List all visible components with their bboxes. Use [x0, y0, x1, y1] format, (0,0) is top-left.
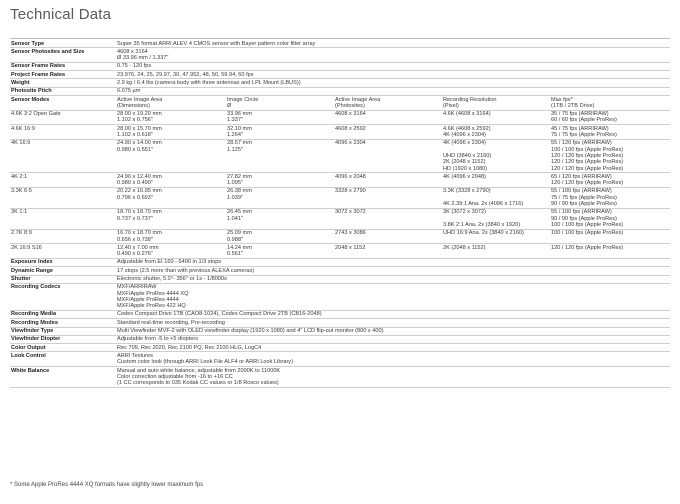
spec-value-line: 4608 x 3164 — [117, 48, 148, 55]
resolution-line: HD (1920 x 1080) — [443, 165, 488, 172]
spec-value-line: 2.9 kg / 6.4 lbs (camera body with three antennas and LPL Mount (LBUS)) — [117, 79, 301, 86]
sensor-mode-name: 2K 16:9 S16 — [10, 244, 116, 259]
dimension-line: 0.796 x 0.693" — [117, 194, 153, 201]
max-fps — [550, 208, 670, 229]
spec-label: Viewfinder Diopter — [10, 335, 116, 343]
column-header-sub: (Pixel) — [443, 102, 459, 109]
circle-line: 1.264" — [227, 132, 243, 139]
sensor-modes-label: Sensor Modes — [10, 96, 116, 111]
sensor-mode-name: 2.7K 8:9 — [10, 229, 116, 244]
sensor-mode-row — [10, 125, 670, 140]
spec-row — [10, 275, 670, 283]
spec-row — [10, 327, 670, 335]
max-fps — [550, 173, 670, 188]
fps-line: 45 / 75 fps (ARRIRAW) — [551, 125, 609, 132]
spec-value-line: Ø 33.96 mm / 1.337" — [117, 55, 169, 62]
spec-row — [10, 283, 670, 310]
circle-line: 1.337" — [227, 117, 243, 124]
spec-row — [10, 267, 670, 275]
spec-value-line: MXF/Apple ProRes 4444 XQ — [117, 290, 189, 297]
image-area-photosites: 3328 x 2790 — [334, 187, 442, 208]
image-area-photosites: 3072 x 3072 — [334, 208, 442, 229]
dimension-line: 0.656 x 0.738" — [117, 236, 153, 243]
circle-line: 25.09 mm — [227, 230, 252, 237]
fps-line: 120 / 120 fps (Apple ProRes) — [551, 152, 624, 159]
image-area-photosites: 2743 x 3086 — [334, 229, 442, 244]
max-fps — [550, 139, 670, 172]
image-area-photosites: 4096 x 2304 — [334, 139, 442, 172]
resolution-line: 4K 2.39:1 Ana. 2x (4096 x 1716) — [443, 201, 524, 208]
sensor-mode-row — [10, 139, 670, 172]
fps-line: 60 / 60 fps (Apple ProRes) — [551, 117, 617, 124]
spec-label: Color Output — [10, 344, 116, 352]
resolution-line: UHD (3840 x 2160) — [443, 152, 492, 159]
circle-line: 27.82 mm — [227, 173, 252, 180]
resolution-line: 3.8K 2:1 Ana. 2x (3840 x 1920) — [443, 221, 521, 228]
column-header-sub: (1TB / 2TB Drive) — [551, 102, 595, 109]
spec-label: Look Control — [10, 352, 116, 367]
spec-row — [10, 87, 670, 95]
dimension-line: 28.00 x 15.70 mm — [117, 125, 162, 132]
spec-value — [116, 71, 670, 79]
image-area-dimensions — [116, 187, 226, 208]
image-circle — [226, 110, 334, 125]
spec-value — [116, 87, 670, 95]
sensor-mode-name: 3.3K 6:5 — [10, 187, 116, 208]
recording-resolution — [442, 173, 550, 188]
image-area-dimensions — [116, 229, 226, 244]
fps-line: 75 / 75 fps (Apple ProRes) — [551, 194, 617, 201]
fps-line: 55 / 120 fps (ARRIRAW) — [551, 140, 612, 147]
circle-line: 1.041" — [227, 215, 243, 222]
spec-label: Sensor Type — [10, 40, 116, 48]
spec-value — [116, 319, 670, 327]
sensor-mode-row — [10, 173, 670, 188]
spec-row — [10, 344, 670, 352]
spec-value — [116, 62, 670, 70]
spec-label: Photosite Pitch — [10, 87, 116, 95]
spec-value-line: MXF/ARRIRAW — [117, 284, 157, 291]
max-fps — [550, 229, 670, 244]
recording-resolution — [442, 125, 550, 140]
column-header-title: Active Image Area — [117, 96, 163, 103]
sensor-mode-row — [10, 208, 670, 229]
spec-row — [10, 367, 670, 388]
spec-value — [116, 48, 670, 63]
resolution-line: 3.3K (3328 x 2790) — [443, 188, 491, 195]
spec-value — [116, 310, 670, 318]
spec-value — [116, 258, 670, 266]
fps-line: 65 / 120 fps (ARRIRAW) — [551, 173, 612, 180]
circle-line: 0.561" — [227, 251, 243, 258]
image-area-photosites: 4608 x 2592 — [334, 125, 442, 140]
recording-resolution — [442, 208, 550, 229]
spec-value-line: Codex Compact Drive 1TB (CAO8-1024), Codex Compact Drive 2TB (CB16-2048) — [117, 311, 322, 318]
circle-line: 26.45 mm — [227, 209, 252, 216]
spec-value-line: Adjustable from EI 160 - 6400 in 1/3 stops — [117, 259, 222, 266]
fps-line: 100 / 100 fps (Apple ProRes) — [551, 230, 624, 237]
spec-value-line: Adjustable from -5 to +5 diopters — [117, 336, 198, 343]
dimension-line: 1.102 x 0.756" — [117, 117, 153, 124]
resolution-line: 2K (2048 x 1152) — [443, 244, 486, 251]
spec-value — [116, 344, 670, 352]
resolution-line: 4.6K (4608 x 2592) — [443, 125, 491, 132]
sensor-mode-row — [10, 110, 670, 125]
recording-resolution — [442, 139, 550, 172]
sensor-mode-name: 4.6K 16:9 — [10, 125, 116, 140]
dimension-line: 1.102 x 0.618" — [117, 132, 153, 139]
circle-line: 28.57 mm — [227, 140, 252, 147]
spec-value — [116, 79, 670, 87]
dimension-line: 12.40 x 7.00 mm — [117, 244, 159, 251]
column-header — [550, 96, 670, 111]
spec-value-line: MXF/Apple ProRes 422 HQ — [117, 303, 186, 310]
dimension-line: 28.00 x 19.20 mm — [117, 111, 162, 118]
spec-label: Weight — [10, 79, 116, 87]
image-area-dimensions — [116, 173, 226, 188]
spec-value-line: Super 35 format ARRI ALEV 4 CMOS sensor with Bayer pattern color filter array — [117, 40, 316, 47]
circle-line: 1.125" — [227, 146, 243, 153]
fps-line: 100 / 100 fps (Apple ProRes) — [551, 221, 624, 228]
column-header-sub: Ø — [227, 102, 232, 109]
spec-value-line: 0.75 - 120 fps — [117, 63, 152, 70]
spec-value — [116, 335, 670, 343]
column-header — [442, 96, 550, 111]
dimension-line: 0.980 x 0.490" — [117, 180, 153, 187]
image-area-dimensions — [116, 125, 226, 140]
column-header-title: Recording Resolution — [443, 96, 497, 103]
spec-value-line: Standard real-time recording, Pre-recording — [117, 319, 225, 326]
recording-resolution — [442, 110, 550, 125]
circle-line: 0.988" — [227, 236, 243, 243]
dimension-line: 18.70 x 18.70 mm — [117, 209, 162, 216]
spec-row — [10, 40, 670, 48]
circle-line: 1.095" — [227, 180, 243, 187]
sensor-mode-name: 3K 1:1 — [10, 208, 116, 229]
spec-row — [10, 335, 670, 343]
spec-row — [10, 48, 670, 63]
dimension-line: 24.90 x 14.00 mm — [117, 140, 162, 147]
column-header-title: Active Image Area — [335, 96, 381, 103]
spec-label: Project Frame Rates — [10, 71, 116, 79]
spec-value — [116, 327, 670, 335]
spec-value — [116, 275, 670, 283]
image-area-dimensions — [116, 244, 226, 259]
spec-value-line: Color correction adjustable from -16 to +16 CC — [117, 373, 233, 380]
spec-label: White Balance — [10, 367, 116, 388]
resolution-line: 2K (2048 x 1152) — [443, 159, 486, 166]
fps-line: 120 / 120 fps (Apple ProRes) — [551, 244, 624, 251]
spec-row — [10, 71, 670, 79]
spec-label: Sensor Frame Rates — [10, 62, 116, 70]
fps-line: 55 / 100 fps (ARRIRAW) — [551, 188, 612, 195]
dimension-line: 24.90 x 12.40 mm — [117, 173, 162, 180]
spec-label: Recording Media — [10, 310, 116, 318]
fps-line: 120 / 120 fps (Apple ProRes) — [551, 159, 624, 166]
sensor-mode-name: 4.6K 3:2 Open Gate — [10, 110, 116, 125]
spec-value-line: ARRI Textures — [117, 352, 153, 359]
image-circle — [226, 229, 334, 244]
sensor-mode-row — [10, 187, 670, 208]
image-area-photosites: 4096 x 2048 — [334, 173, 442, 188]
spec-value-line: (1 CC corresponds to 035 Kodak CC values or 1/8 Rosco values) — [117, 380, 279, 387]
spec-row — [10, 79, 670, 87]
fps-line: 35 / 75 fps (ARRIRAW) — [551, 111, 609, 118]
dimension-line: 0.980 x 0.551" — [117, 146, 153, 153]
max-fps — [550, 244, 670, 259]
spec-value-line: Multi Viewfinder MVF-2 with OLED viewfinder display (1920 x 1080) and 4" LCD flip-out monitor (800 x 400) — [117, 328, 384, 335]
dimension-line: 20.22 x 16.95 mm — [117, 188, 162, 195]
resolution-line: 4K (4096 x 2304) — [443, 132, 486, 139]
spec-label: Sensor Photosites and Size — [10, 48, 116, 63]
image-circle — [226, 244, 334, 259]
image-area-photosites: 4608 x 3164 — [334, 110, 442, 125]
sensor-mode-name: 4K 16:9 — [10, 139, 116, 172]
circle-line: 1.039" — [227, 194, 243, 201]
image-circle — [226, 173, 334, 188]
max-fps — [550, 187, 670, 208]
column-header — [116, 96, 226, 111]
spec-row — [10, 319, 670, 327]
fps-line: 55 / 100 fps (ARRIRAW) — [551, 209, 612, 216]
spec-row — [10, 352, 670, 367]
column-header — [334, 96, 442, 111]
fps-line: 100 / 100 fps (Apple ProRes) — [551, 146, 624, 153]
recording-resolution — [442, 244, 550, 259]
max-fps — [550, 110, 670, 125]
dimension-line: 16.70 x 18.70 mm — [117, 230, 162, 237]
spec-value — [116, 367, 670, 388]
spec-row — [10, 310, 670, 318]
spec-value-line: 23.976, 24, 25, 29.97, 30, 47.952, 48, 50, 59.94, 60 fps — [117, 71, 254, 78]
sensor-mode-row — [10, 229, 670, 244]
fps-line: 120 / 120 fps (Apple ProRes) — [551, 165, 624, 172]
spec-value — [116, 267, 670, 275]
image-circle — [226, 187, 334, 208]
spec-row — [10, 258, 670, 266]
circle-line: 14.24 mm — [227, 244, 252, 251]
spec-value — [116, 40, 670, 48]
image-circle — [226, 139, 334, 172]
recording-resolution — [442, 187, 550, 208]
image-circle — [226, 208, 334, 229]
column-header — [226, 96, 334, 111]
spec-label: Dynamic Range — [10, 267, 116, 275]
spec-value-line: Custom color look (through ARRI Look File ALF4 or ARRI Look Library) — [117, 359, 293, 366]
dimension-line: 0.737 x 0.737" — [117, 215, 153, 222]
spec-row — [10, 62, 670, 70]
max-fps — [550, 125, 670, 140]
spec-value-line: Manual and auto white balance, adjustable from 2000K to 11000K — [117, 367, 281, 374]
resolution-line: 4.6K (4608 x 3164) — [443, 111, 491, 118]
footnote: * Some Apple ProRes 4444 XQ formats have slightly lower maximum fps — [10, 482, 204, 488]
resolution-line: 4K (4096 x 2304) — [443, 140, 486, 147]
spec-label: Shutter — [10, 275, 116, 283]
spec-value-line: 17 stops (2.5 more than with previous ALEXA cameras) — [117, 267, 255, 274]
title-divider — [10, 38, 670, 39]
circle-line: 33.96 mm — [227, 111, 252, 118]
spec-label: Viewfinder Type — [10, 327, 116, 335]
page-title: Technical Data — [10, 6, 112, 23]
image-area-dimensions — [116, 110, 226, 125]
resolution-line: UHD 16:9 Ana. 2x (3840 x 2160) — [443, 230, 524, 237]
fps-line: 75 / 75 fps (Apple ProRes) — [551, 132, 617, 139]
spec-label: Recording Codecs — [10, 283, 116, 310]
circle-line: 26.38 mm — [227, 188, 252, 195]
fps-line: 90 / 90 fps (Apple ProRes) — [551, 215, 617, 222]
image-circle — [226, 125, 334, 140]
column-header-sub: (Dimensions) — [117, 102, 150, 109]
sensor-mode-name: 4K 2:1 — [10, 173, 116, 188]
image-area-dimensions — [116, 208, 226, 229]
resolution-line: 3K (3072 x 3072) — [443, 209, 486, 216]
technical-data-table — [10, 40, 670, 388]
column-header-sub: (Photosites) — [335, 102, 365, 109]
column-header-title: Image Circle — [227, 96, 259, 103]
spec-value — [116, 352, 670, 367]
image-area-dimensions — [116, 139, 226, 172]
spec-label: Recording Modes — [10, 319, 116, 327]
fps-line: 90 / 90 fps (Apple ProRes) — [551, 201, 617, 208]
sensor-modes-header — [10, 96, 670, 111]
image-area-photosites: 2048 x 1152 — [334, 244, 442, 259]
column-header-title: Max fps* — [551, 96, 573, 103]
spec-value-line: MXF/Apple ProRes 4444 — [117, 296, 179, 303]
fps-line: 120 / 120 fps (Apple ProRes) — [551, 180, 624, 187]
spec-value — [116, 283, 670, 310]
circle-line: 32.10 mm — [227, 125, 252, 132]
resolution-line: 4K (4096 x 2048) — [443, 173, 486, 180]
spec-value-line: Rec 709, Rec 2020, Rec 2100 PQ, Rec 2100 HLG, LogC4 — [117, 344, 262, 351]
dimension-line: 0.490 x 0.276" — [117, 251, 153, 258]
spec-label: Exposure Index — [10, 258, 116, 266]
recording-resolution — [442, 229, 550, 244]
spec-value-line: 6.075 µm — [117, 88, 141, 95]
spec-value-line: Electronic shutter, 5.0°- 356° or 1s - 1/8000s — [117, 276, 227, 282]
sensor-mode-row — [10, 244, 670, 259]
